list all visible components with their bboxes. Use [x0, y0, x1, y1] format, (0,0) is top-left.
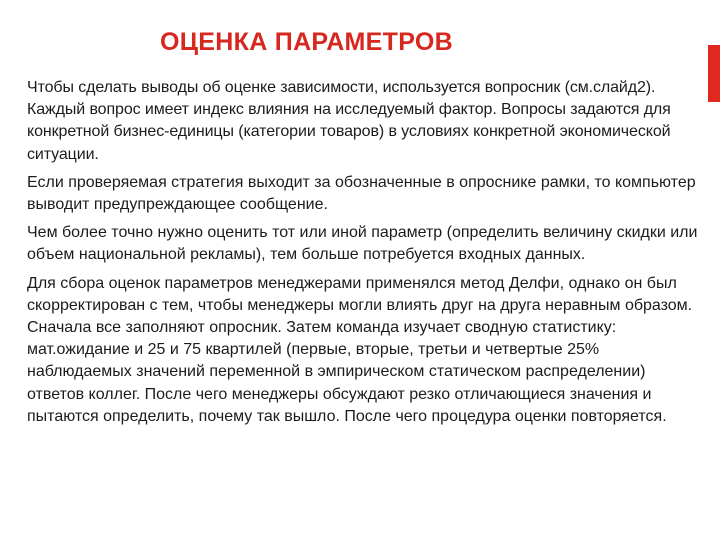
- slide-accent-bar: [708, 45, 720, 102]
- slide-body: [27, 77, 699, 434]
- paragraph-delphi-method: Для сбора оценок параметров менеджерами применялся метод Делфи, однако он был скорректирован с тем, чтобы менеджеры могли влиять друг на друга неравным образом. Сначала все заполняют опросник. Затем команда изучает сводную статистику: мат.ожидание и 25 и 75 квартилей (первые, вторые, третьи и четвертые 25% наблюдаемых значений переменной в эмпирическом статическом распределении) ответов коллег. После чего менеджеры обсуждают резко отличающиеся значения и пытаются определить, почему так вышло. После чего процедура оценки повторяется.: [27, 274, 693, 425]
- paragraph-warning: Если проверяемая стратегия выходит за обозначенные в опроснике рамки, то компьютер выводит предупреждающее сообщение.: [27, 173, 696, 214]
- paragraph-questionnaire: Чтобы сделать выводы об оценке зависимости, используется вопросник (см.слайд2). Каждый вопрос имеет индекс влияния на исследуемый фактор. Вопросы задаются для конкретной бизнес-единицы (категории товаров) в условиях конкретной экономической ситуации.: [27, 79, 671, 163]
- paragraph-input-data: Чем более точно нужно оценить тот или иной параметр (определить величину скидки или объем национальной рекламы), тем больше потребуется входных данных.: [27, 224, 698, 264]
- slide-title: ОЦЕНКА ПАРАМЕТРОВ: [160, 28, 453, 56]
